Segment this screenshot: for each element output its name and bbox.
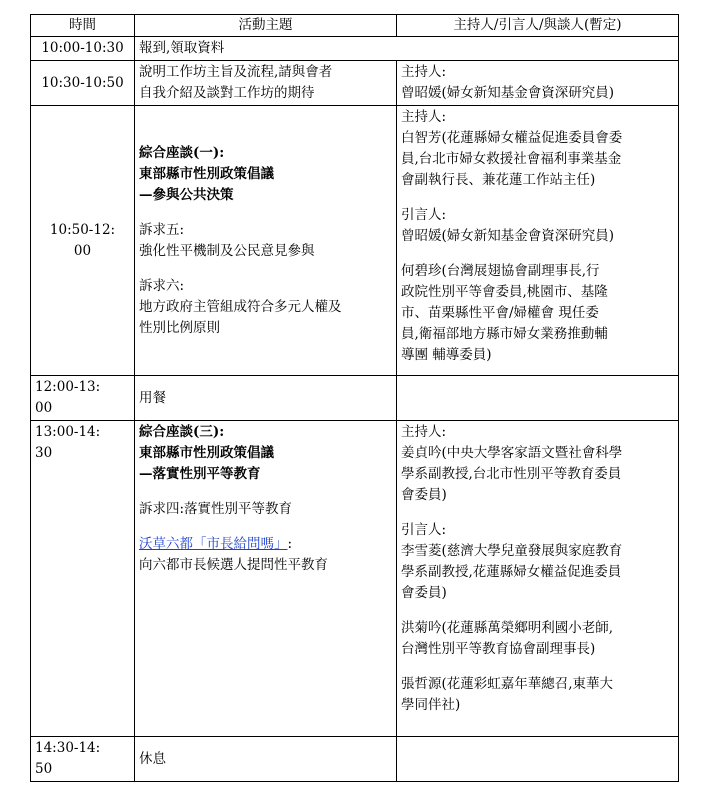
session-title: 綜合座談(一): [139,144,225,161]
host-name: 員,台北市婦女救援社會福利事業基金 [401,151,622,167]
appeal-text: 地方政府主管組成符合多元人權及 [139,298,342,315]
speaker-name: 曾昭媛(婦女新知基金會資深研究員) [401,228,615,244]
host-name: 會副執行長、兼花蓮工作站主任) [401,172,596,188]
time-line: 30 [35,445,53,461]
topic-cell [135,61,397,106]
speaker-name: 何碧珍(台灣展翅協會副理事長,行 [401,263,600,279]
topic-cell [135,421,397,737]
host-name: 學系副教授,台北市性別平等教育委員 [401,466,622,482]
host-cell [397,376,679,421]
table-row [31,421,679,737]
time-cell [31,376,135,421]
header-time: 時間 [31,15,135,37]
time-line: 00 [73,242,92,259]
host-cell [397,61,679,106]
host-label: 主持人: [401,64,447,80]
session-title: 東部縣市性別政策倡議 [139,165,274,182]
header-topic: 活動主題 [135,15,397,37]
table-row [31,737,679,782]
topic-cell: 用餐 [135,376,397,421]
host-label: 主持人: [401,109,447,125]
host-name: 姜貞吟(中央大學客家語文暨社會科學 [401,445,623,461]
speaker-name: 學系副教授,花蓮縣婦女權益促進委員 [401,564,622,580]
link-description: 向六都市長候選人提問性平教育 [139,557,328,573]
appeal-label: 訴求五: [139,221,185,238]
speaker-name: 員,衛福部地方縣市婦女業務推動輔 [401,326,608,342]
speaker-name: 政院性別平等會委員,桃園市、基隆 [401,284,608,300]
host-name: 曾昭媛(婦女新知基金會資深研究員) [401,85,615,101]
host-cell [397,421,679,737]
table-row [31,106,679,376]
appeal-text: 性別比例原則 [139,319,220,336]
link-line [139,534,392,555]
speaker-name: 學同伴社) [401,697,461,713]
session-title: 綜合座談(三): [139,424,225,440]
mayor-question-link[interactable]: 沃草六都「市長給問嗎」 [139,536,288,552]
header-row [31,15,679,37]
speaker-name: 張哲源(花蓮彩虹嘉年華總召,東華大 [401,676,614,692]
topic-cell: 報到,領取資料 [135,37,679,61]
host-cell [397,737,679,782]
speaker-name: 台灣性別平等教育協會副理事長) [401,641,596,657]
time-line: 13:00-14: [35,424,101,440]
table-row [31,37,679,61]
time-cell: 10:00-10:30 [31,37,135,61]
speaker-name: 導團 輔導委員) [401,347,492,363]
topic-line: 自我介紹及談對工作坊的期待 [139,85,315,101]
speaker-label: 引言人: [401,207,447,223]
speaker-name: 洪菊吟(花蓮縣萬榮鄉明利國小老師, [401,620,614,636]
agenda-table [30,14,679,782]
appeal-text: 強化性平機制及公民意見參與 [139,242,315,259]
time-cell: 10:30-10:50 [31,61,135,106]
time-line: 10:50-12: [49,221,116,238]
session-title: —參與公共決策 [139,186,234,203]
time-line: 12:00-13: [35,379,101,395]
time-line: 00 [35,400,53,416]
appeal-text: 訴求四:落實性別平等教育 [139,501,293,517]
topic-cell [135,106,397,376]
host-label: 主持人: [401,424,447,440]
time-cell [31,737,135,782]
topic-line: 說明工作坊主旨及流程,請與會者 [139,64,333,80]
time-cell [31,421,135,737]
topic-cell: 休息 [135,737,397,782]
speaker-name: 李雪菱(慈濟大學兒童發展與家庭教育 [401,543,623,559]
speaker-name: 會委員) [401,585,447,601]
speaker-name: 市、苗栗縣性平會/婦權會 現任委 [401,305,599,321]
time-line: 50 [35,761,53,777]
host-name: 會委員) [401,487,447,503]
host-cell [397,106,679,376]
session-title: —落實性別平等教育 [139,466,261,482]
time-line: 14:30-14: [35,740,101,756]
link-suffix: : [287,536,293,552]
time-cell [31,106,135,376]
table-row [31,376,679,421]
host-name: 白智芳(花蓮縣婦女權益促進委員會委 [401,130,623,146]
agenda-document [30,14,678,782]
session-title: 東部縣市性別政策倡議 [139,445,274,461]
header-host: 主持人/引言人/與談人(暫定) [397,15,679,37]
table-row [31,61,679,106]
speaker-label: 引言人: [401,522,447,538]
appeal-label: 訴求六: [139,277,185,294]
